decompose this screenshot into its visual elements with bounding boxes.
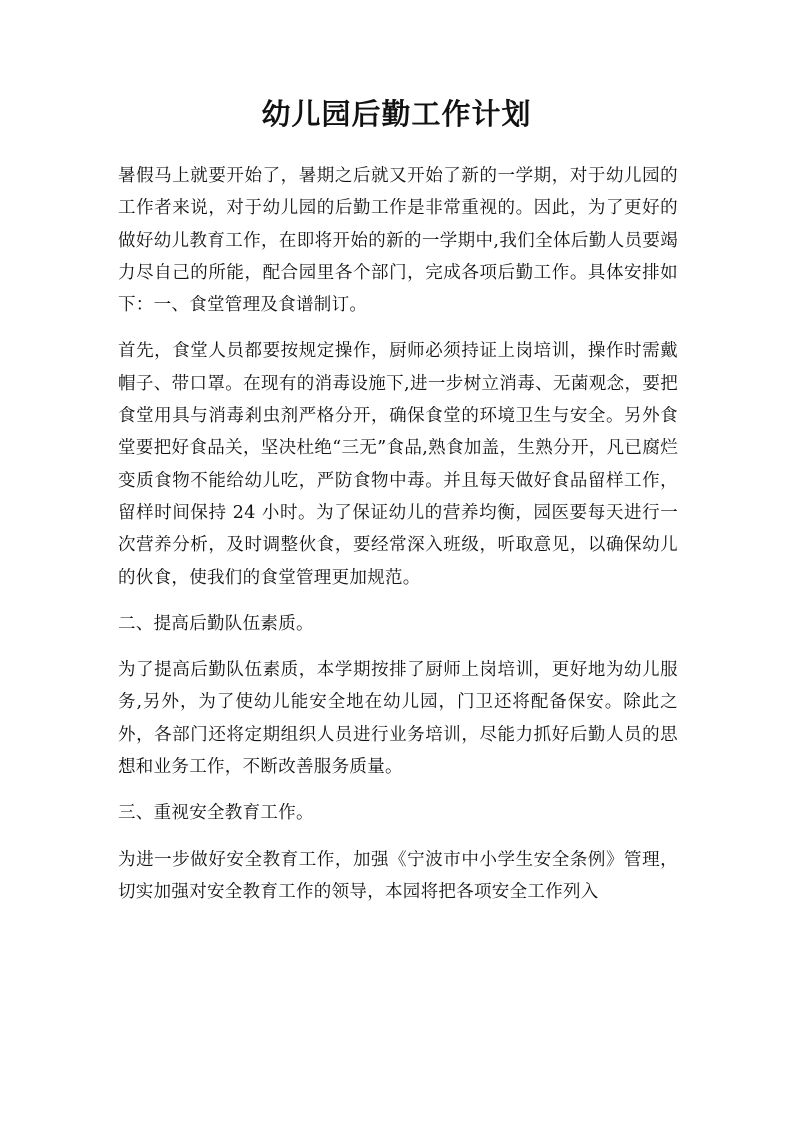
document-body xyxy=(118,160,678,922)
paragraph-staff-quality: 为了提高后勤队伍素质，本学期按排了厨师上岗培训，更好地为幼儿服务,另外，为了使幼儿能安全地在幼儿园，门卫还将配备保安。除此之外，各部门还将定期组织人员进行业务培训，尽能力抓好后勤人员的思想和业务工作，不断改善服务质量。 xyxy=(118,660,678,778)
paragraph-canteen: 首先，食堂人员都要按规定操作，厨师必须持证上岗培训，操作时需戴帽子、带口罩。在现有的消毒设施下,进一步树立消毒、无菌观念，要把食堂用具与消毒剎虫剂严格分开，确保食堂的环境卫生与安全。另外食堂要把好食品关，坚决杜绝“三无”食品,熟食加盖，生熟分开，凡已腐烂变质食物不能给幼儿吃，严防食物中毒。并且每天做好食品留样工作，留样时间保持 24 小时。为了保证幼儿的营养均衡，园医要每天进行一次营养分析，及时调整伙食，要经常深入班级，听取意见，以确保幼儿的伙食，使我们的食堂管理更加规范。 xyxy=(118,341,678,588)
paragraph-safety: 为进一步做好安全教育工作，加强《宁波市中小学生安全条例》管理，切实加强对安全教育工作的领导，本园将把各项安全工作列入 xyxy=(118,849,678,902)
section-heading-safety: 三、重视安全教育工作。 xyxy=(118,803,314,824)
paragraph-intro: 暑假马上就要开始了，暑期之后就又开始了新的一学期，对于幼儿园的工作者来说，对于幼儿园的后勤工作是非常重视的。因此，为了更好的做好幼儿教育工作，在即将开始的新的一学期中,我们全体后勤人员要竭力尽自己的所能，配合园里各个部门，完成各项后勤工作。具体安排如下：一、食堂管理及食谱制订。 xyxy=(118,166,678,316)
document-title: 幼儿园后勤工作计划 xyxy=(261,97,532,131)
section-heading-staff-quality: 二、提高后勤队伍素质。 xyxy=(118,613,314,634)
